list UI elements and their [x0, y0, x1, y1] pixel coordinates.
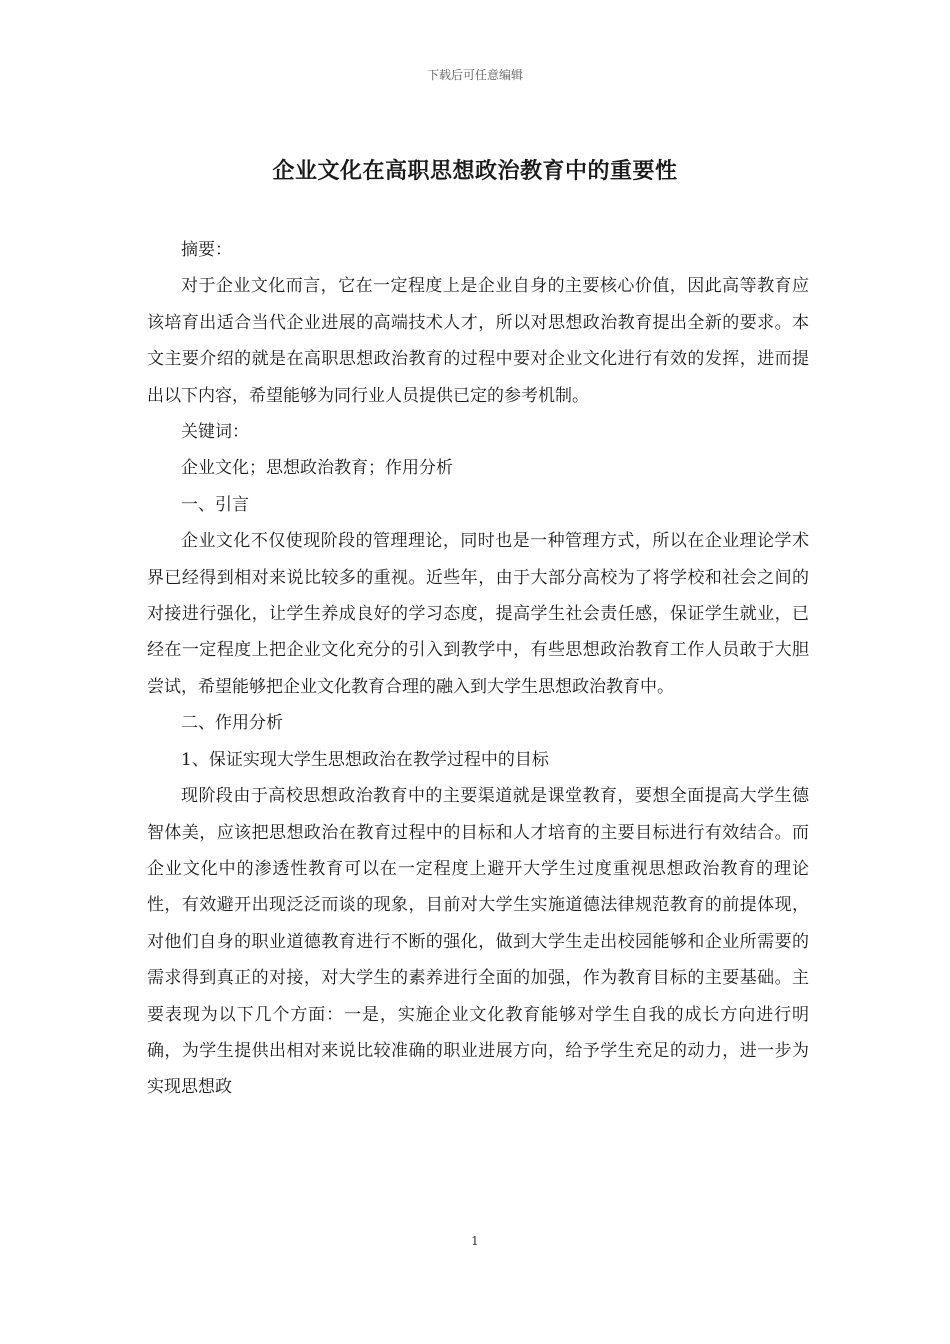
introduction-paragraph: 企业文化不仅使现阶段的管理理论，同时也是一种管理方式，所以在企业理论学术界已经得到相对来说比较多的重视。近些年，由于大部分高校为了将学校和社会之间的对接进行强化，让学生养成良好的学习态度，提高学生社会责任感，保证学生就业，已经在一定程度上把企业文化充分的引入到教学中，有些思想政治教育工作人员敢于大胆尝试，希望能够把企业文化教育合理的融入到大学生思想政治教育中。: [147, 531, 809, 697]
document-title: 企业文化在高职思想政治教育中的重要性: [272, 158, 678, 184]
page-number: 1: [471, 1234, 479, 1248]
keywords-heading: 关键词：: [181, 422, 249, 443]
section-heading-analysis: 二、作用分析: [181, 713, 283, 734]
keywords-list: 企业文化；思想政治教育；作用分析: [181, 458, 453, 479]
document-body: [147, 232, 809, 1106]
analysis-paragraph: 现阶段由于高校思想政治教育中的主要渠道就是课堂教育，要想全面提高大学生德智体美，应该把思想政治在教育过程中的目标和人才培育的主要目标进行有效结合。而企业文化中的渗透性教育可以在一定程度上避开大学生过度重视思想政治教育的理论性，有效避开出现泛泛而谈的现象，目前对大学生实施道德法律规范教育的前提体现，对他们自身的职业道德教育进行不断的强化，做到大学生走出校园能够和企业所需要的需求得到真正的对接，对大学生的素养进行全面的加强，作为教育目标的主要基础。主要表现为以下几个方面：一是，实施企业文化教育能够对学生自我的成长方向进行明确，为学生提供出相对来说比较准确的职业进展方向，给予学生充足的动力，进一步为实现思想政: [147, 786, 809, 1098]
subsection-heading-1: 1、保证实现大学生思想政治在教学过程中的目标: [181, 749, 549, 770]
abstract-paragraph: 对于企业文化而言，它在一定程度上是企业自身的主要核心价值，因此高等教育应该培育出适合当代企业进展的高端技术人才，所以对思想政治教育提出全新的要求。本文主要介绍的就是在高职思想政治教育的过程中要对企业文化进行有效的发挥，进而提出以下内容，希望能够为同行业人员提供已定的参考机制。: [147, 276, 809, 406]
section-heading-introduction: 一、引言: [181, 494, 249, 515]
page-header-note: 下载后可任意编辑: [426, 68, 523, 82]
abstract-heading: 摘要：: [181, 240, 232, 260]
